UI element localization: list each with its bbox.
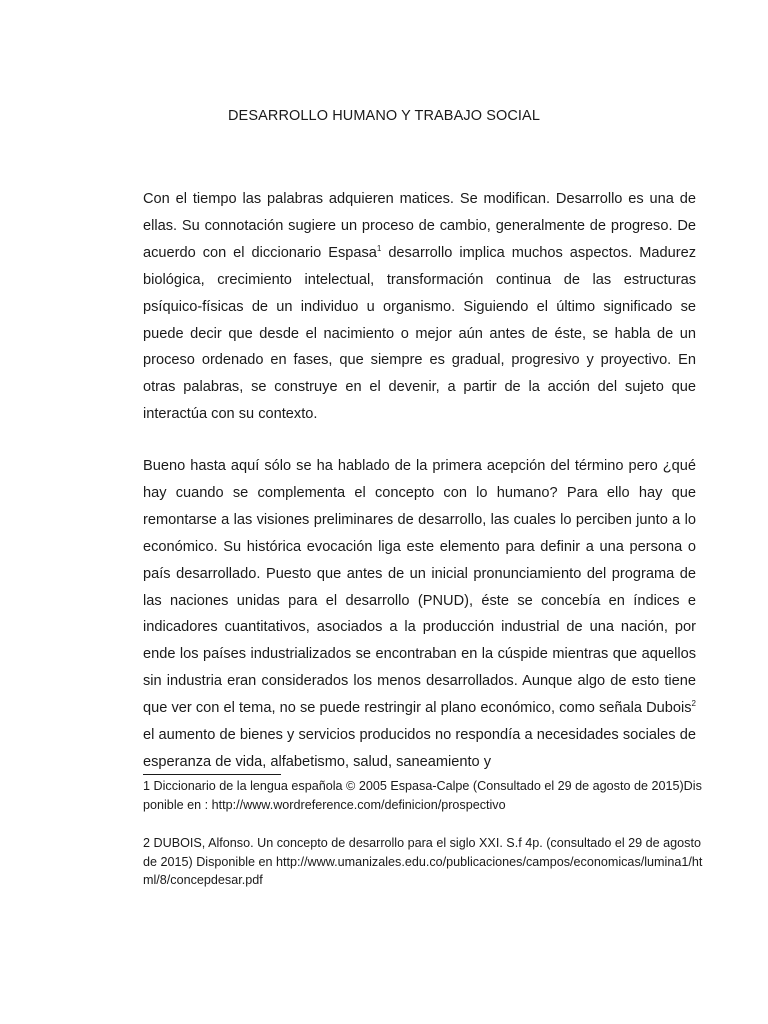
paragraph-1-text-a: Con el tiempo las palabras adquieren matices. Se modifican. Desarrollo es una de ellas. Su connotación sugiere un proceso de cambio, generalmente de progreso. De acuerdo con el diccionario Espasa [143, 191, 696, 261]
body-paragraph-2 [143, 453, 696, 771]
footnote-1: 1 Diccionario de la lengua española © 2005 Espasa-Calpe (Consultado el 29 de agosto de 2015)Disponible en : http://www.wordreference.com/definicion/prospectivo [143, 779, 702, 812]
footnote-ref-1: 1 [376, 243, 382, 253]
paragraph-2-text-b: el aumento de bienes y servicios producidos no respondía a necesidades sociales de esperanza de vida, alfabetismo, salud, saneamiento y [143, 727, 696, 770]
body-paragraph-1 [143, 186, 696, 428]
paragraph-1-text-b: desarrollo implica muchos aspectos. Madurez biológica, crecimiento intelectual, transformación continua de las estructuras psíquico-físicas de un individuo u organismo. Siguiendo el último significado se puede decir que desde el nacimiento o mejor aún antes de éste, se habla de un proceso ordenado en fases, que siempre es gradual, progresivo y proyectivo. En otras palabras, se construye en el devenir, a partir de la acción del sujeto que interactúa con su contexto. [143, 244, 696, 423]
paragraph-2-text-a: Bueno hasta aquí sólo se ha hablado de la primera acepción del término pero ¿qué hay cuando se complementa el concepto con lo humano? Para ello hay que remontarse a las visiones preliminares de desarrollo, las cuales lo perciben junto a lo económico. Su histórica evocación liga este elemento para definir a una persona o país desarrollado. Puesto que antes de un inicial pronunciamiento del programa de las naciones unidas para el desarrollo (PNUD), éste se concebía en índices e indicadores cuantitativos, asociados a la producción industrial de una nación, por ende los países industrializados se encontraban en la cúspide mientras que aquellos sin industria eran considerados los menos desarrollados. Aunque algo de esto tiene que ver con el tema, no se puede restringir al plano económico, como señala Dubois [143, 458, 696, 717]
footnote-separator [143, 774, 281, 775]
document-title: DESARROLLO HUMANO Y TRABAJO SOCIAL [227, 108, 540, 124]
footnote-ref-2: 2 [691, 699, 696, 709]
footnote-2: 2 DUBOIS, Alfonso. Un concepto de desarrollo para el siglo XXI. S.f 4p. (consultado el 29 de agosto de 2015) Disponible en http://www.umanizales.edu.co/publicaciones/campos/economicas/lumina1/html/8/concepdesar.pdf [143, 836, 703, 887]
